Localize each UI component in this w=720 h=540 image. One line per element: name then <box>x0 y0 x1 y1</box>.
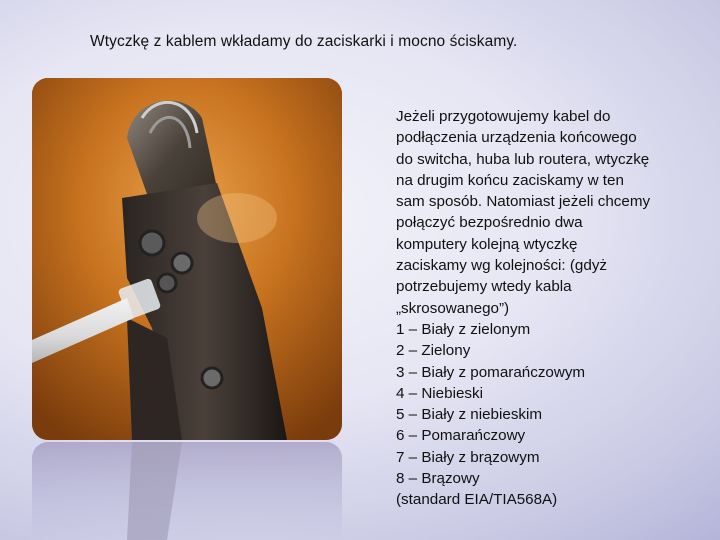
body-line: do switcha, huba lub routera, wtyczkę <box>396 150 650 168</box>
standard-note: (standard EIA/TIA568A) <box>396 491 558 509</box>
reflection-graphic <box>32 442 342 540</box>
body-line: komputery kolejną wtyczkę <box>396 235 578 253</box>
wire-order-item: 1 – Biały z zielonym <box>396 320 531 338</box>
wire-order-item: 2 – Zielony <box>396 342 471 360</box>
body-line: sam sposób. Natomiast jeżeli chcemy <box>396 193 651 211</box>
body-line: „skrosowanego”) <box>396 299 510 317</box>
crimping-photo <box>32 78 342 440</box>
body-line: podłączenia urządzenia końcowego <box>396 129 637 147</box>
wire-order-item: 7 – Biały z brązowym <box>396 448 540 466</box>
body-text-block <box>396 106 706 511</box>
photo-reflection <box>32 442 342 540</box>
body-line: potrzebujemy wtedy kabla <box>396 278 572 296</box>
wire-order-item: 5 – Biały z niebieskim <box>396 406 543 424</box>
crimping-tool-illustration <box>32 78 342 440</box>
wire-order-item: 6 – Pomarańczowy <box>396 427 526 445</box>
body-line: połączyć bezpośrednio dwa <box>396 214 583 232</box>
wire-order-item: 8 – Brązowy <box>396 470 480 488</box>
slide-title: Wtyczkę z kablem wkładamy do zaciskarki i mocno ściskamy. <box>90 33 518 50</box>
wire-order-item: 3 – Biały z pomarańczowym <box>396 363 586 381</box>
body-line: zaciskamy wg kolejności: (gdyż <box>396 257 608 275</box>
wire-order-item: 4 – Niebieski <box>396 384 483 402</box>
body-line: na drugim końcu zaciskamy w ten <box>396 171 624 189</box>
body-line: Jeżeli przygotowujemy kabel do <box>396 108 611 125</box>
